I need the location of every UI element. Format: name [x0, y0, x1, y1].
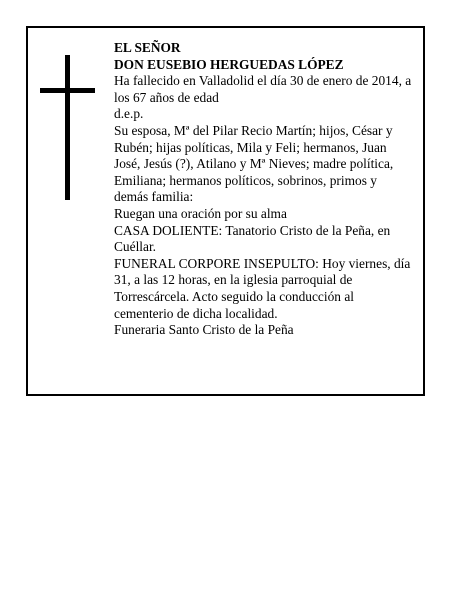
cross-icon	[40, 55, 95, 200]
mourning-house: CASA DOLIENTE: Tanatorio Cristo de la Peña, en Cuéllar.	[114, 222, 391, 255]
death-announcement: Ha fallecido en Valladolid el día 30 de enero de 2014, a los 67 años de edad	[114, 73, 412, 105]
funeral-home: Funeraria Santo Cristo de la Peña	[114, 322, 294, 338]
notice-title-line1: EL SEÑOR	[114, 40, 181, 55]
notice-text	[114, 40, 414, 339]
rest-in-peace: d.e.p.	[114, 106, 144, 122]
funeral-details: FUNERAL CORPORE INSEPULTO: Hoy viernes, día 31, a las 12 horas, en la iglesia parroquial de Torrescárcela. Acto seguido la conducción al cementerio de dicha localidad.	[114, 255, 411, 321]
cross-vertical-bar	[65, 55, 70, 200]
deceased-name: DON EUSEBIO HERGUEDAS LÓPEZ	[114, 56, 344, 72]
cross-horizontal-bar	[40, 88, 95, 93]
prayer-request: Ruegan una oración por su alma	[114, 205, 287, 221]
family-list: Su esposa, Mª del Pilar Recio Martín; hijos, César y Rubén; hijas políticas, Mila y Feli; hermanos, Juan José, Jesús (?), Atilano y Mª Nieves; madre política, Emiliana; hermanos políticos, sobrinos, primos y demás familia:	[114, 122, 394, 205]
obituary-notice	[26, 26, 425, 396]
